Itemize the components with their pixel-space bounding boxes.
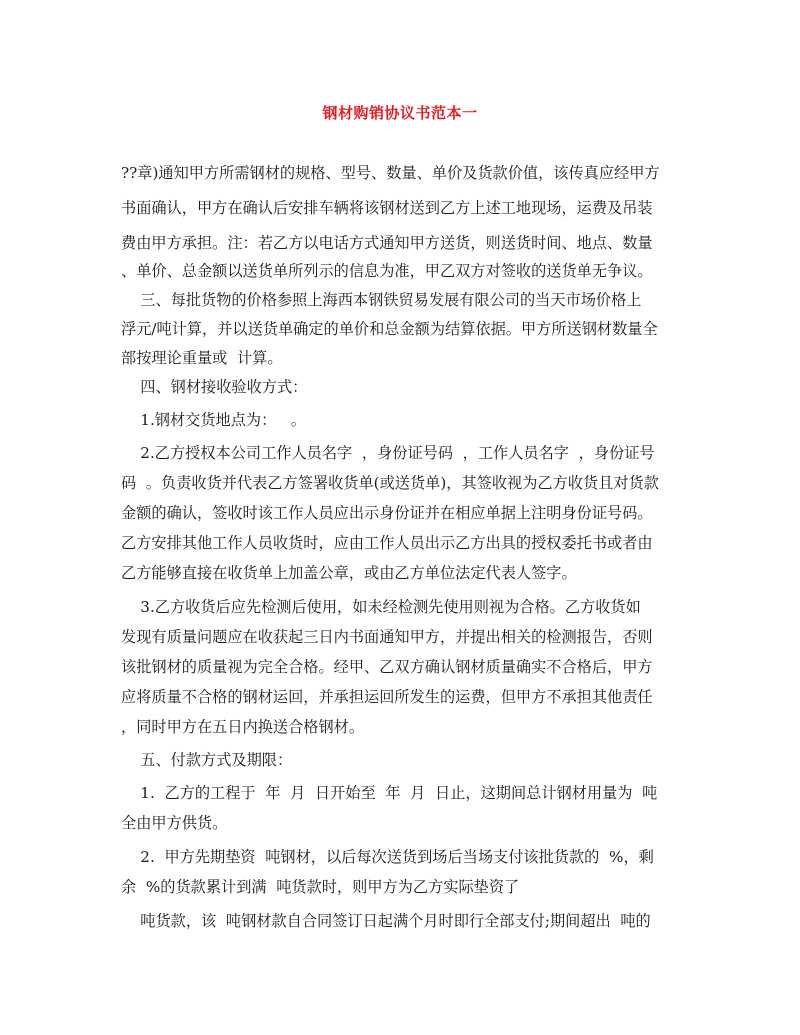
document-title: 钢材购销协议书范本一 [322,104,478,122]
paragraph-line: 吨货款，该 吨钢材款自合同签订日起满个月时即行全部支付;期间超出 吨的 [121,912,651,930]
paragraph-line: 费由甲方承担。注：若乙方以电话方式通知甲方送货，则送货时间、地点、数量 [121,234,653,252]
paragraph-line: 四、钢材接收验收方式： [121,378,308,396]
paragraph-line: ，同时甲方在五日内换送合格钢材。 [121,718,364,736]
paragraph-line: 码 。负责收货并代表乙方签署收货单(或送货单)，其签收视为乙方收货且对货款 [121,474,659,492]
paragraph-line: 书面确认，甲方在确认后安排车辆将该钢材送到乙方上述工地现场，运费及吊装 [121,199,653,217]
paragraph-line: 应将质量不合格的钢材运回，并承担运回所发生的运费，但甲方不承担其他责任 [121,688,653,706]
paragraph-line: 部按理论重量或 计算。 [121,349,283,367]
paragraph-line: 三、每批货物的价格参照上海西本钢铁贸易发展有限公司的当天市场价格上 [121,291,642,309]
paragraph-line: 五、付款方式及期限： [121,751,293,769]
paragraph-line: 金额的确认，签收时该工作人员应出示身份证并在相应单据上注明身份证号码。 [121,504,653,522]
paragraph-line: 、单价、总金额以送货单所列示的信息为准，甲乙双方对签收的送货单无争议。 [121,262,653,280]
paragraph-line: 发现有质量问题应在收获起三日内书面通知甲方，并提出相关的检测报告，否则 [121,628,653,646]
paragraph-line: 浮元/吨计算，并以送货单确定的单价和总金额为结算依据。甲方所送钢材数量全 [121,320,658,338]
paragraph-line: 全由甲方供货。 [121,814,228,832]
paragraph-line: ??章)通知甲方所需钢材的规格、型号、数量、单价及货款价值，该传真应经甲方 [121,164,660,182]
paragraph-line: 3.乙方收货后应先检测后使用，如未经检测先使用则视为合格。乙方收货如 [121,598,641,616]
paragraph-line: 1. 乙方的工程于 年 月 日开始至 年 月 日止，这期间总计钢材用量为 吨 [121,784,658,802]
paragraph-line: 乙方安排其他工作人员收货时，应由工作人员出示乙方出具的授权委托书或者由 [121,534,653,552]
paragraph-line: 2.乙方授权本公司工作人员名字 ，身份证号码 ，工作人员名字 ，身份证号 [121,444,655,462]
paragraph-line: 1.钢材交货地点为： 。 [121,411,306,429]
paragraph-line: 余 %的货款累计到满 吨货款时，则甲方为乙方实际垫资了 [121,878,520,896]
paragraph-line: 2. 甲方先期垫资 吨钢材，以后每次送货到场后当场支付该批货款的 %，剩 [121,848,654,866]
paragraph-line: 该批钢材的质量视为完全合格。经甲、乙双方确认钢材质量确实不合格后，甲方 [121,658,653,676]
paragraph-line: 乙方能够直接在收货单上加盖公章，或由乙方单位法定代表人签字。 [121,564,577,582]
